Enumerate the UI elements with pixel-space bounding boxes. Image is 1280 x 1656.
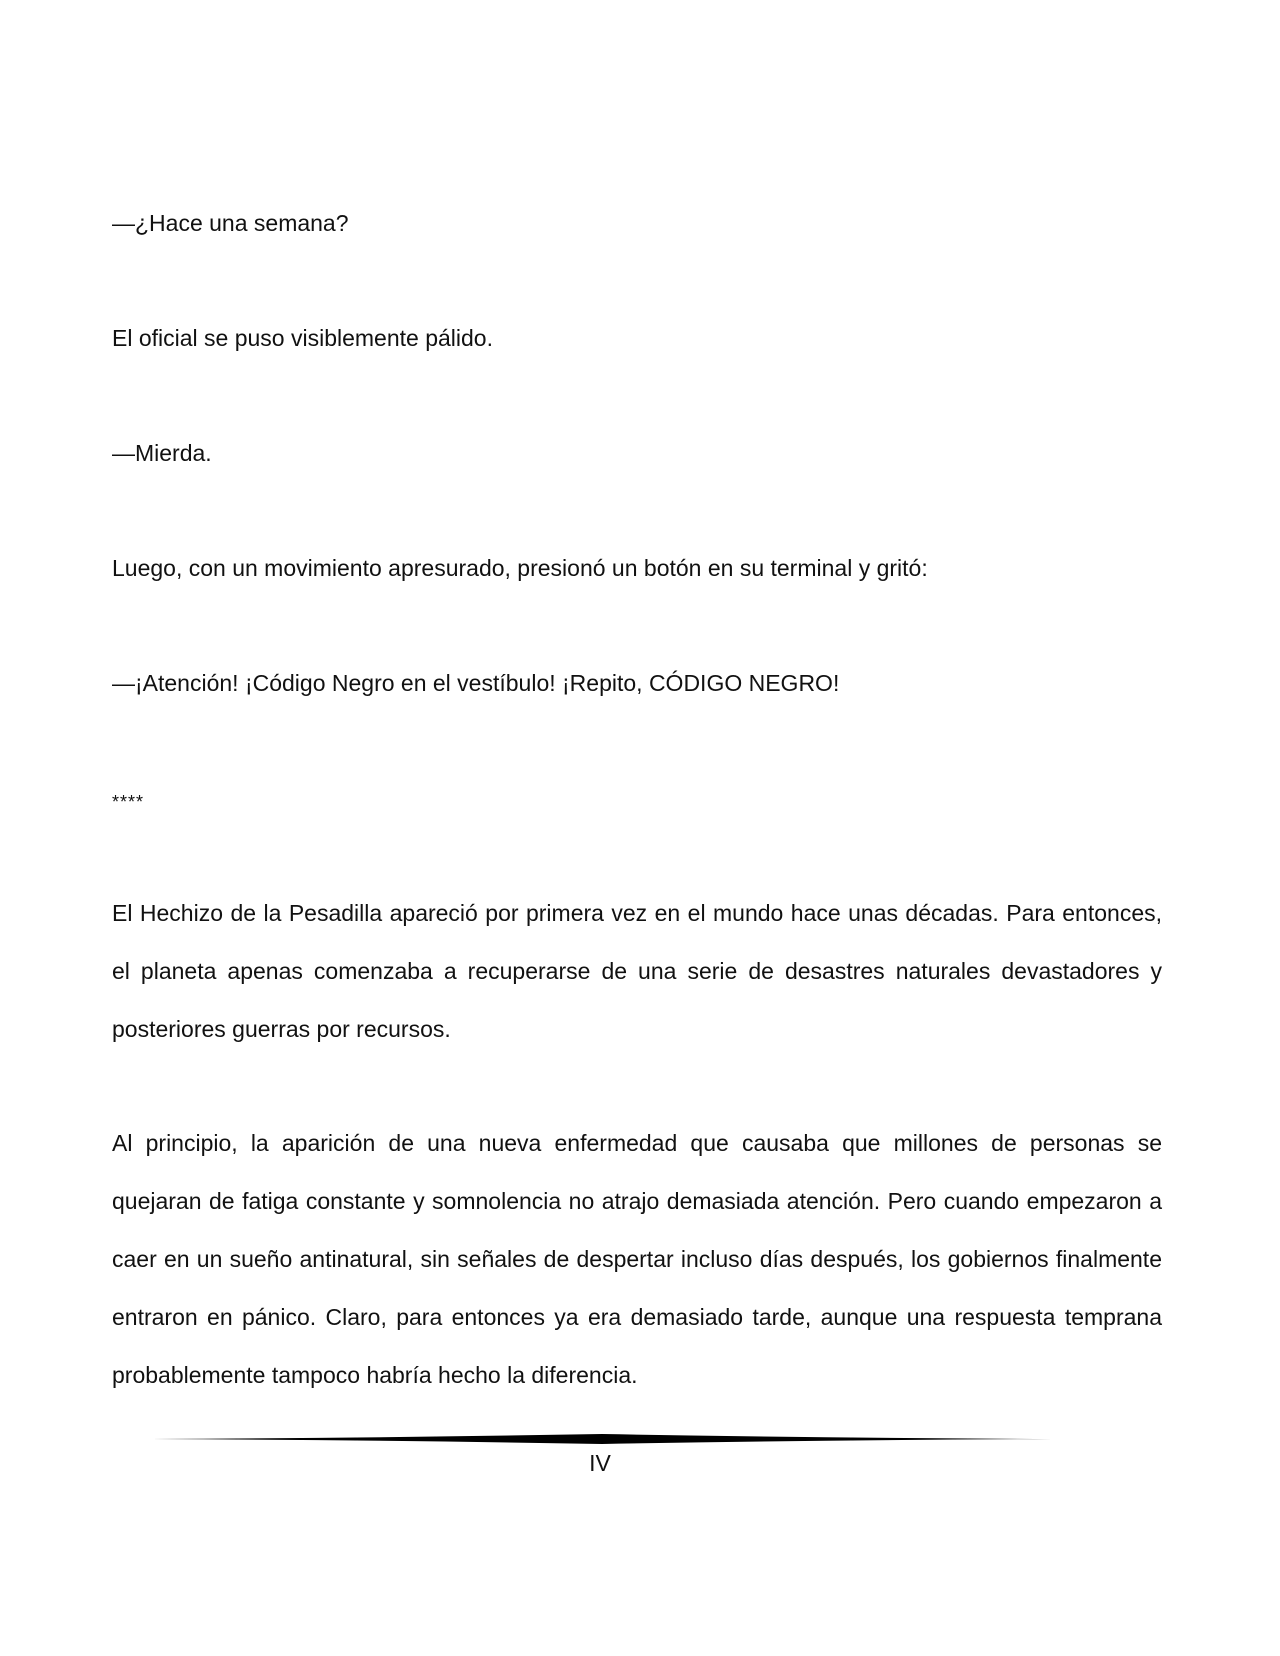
page-number: IV bbox=[589, 1450, 611, 1476]
scene-separator: **** bbox=[112, 792, 145, 812]
dialogue-line: —Mierda. bbox=[112, 440, 212, 466]
paragraph: Al principio, la aparición de una nueva enfermedad que causaba que millones de personas se quejaran de fatiga constante y somnolencia no atrajo demasiada atención. Pero cuando empezaron a caer en un sueño antinatural, sin señales de despertar incluso días después, los gobiernos finalmente entraron en pánico. Claro, para entonces ya era demasiado tarde, aunque una respuesta temprana probablemente tampoco habría hecho la diferencia. bbox=[112, 1130, 1162, 1388]
dialogue-line: —¡Atención! ¡Código Negro en el vestíbulo! ¡Repito, CÓDIGO NEGRO! bbox=[112, 670, 840, 696]
footer-divider bbox=[152, 1433, 1052, 1445]
paragraph: El Hechizo de la Pesadilla apareció por primera vez en el mundo hace unas décadas. Para entonces, el planeta apenas comenzaba a recuperarse de una serie de desastres naturales devastadores y posteriores guerras por recursos. bbox=[112, 900, 1162, 1042]
narration-line: Luego, con un movimiento apresurado, presionó un botón en su terminal y gritó: bbox=[112, 555, 928, 581]
narration-line: El oficial se puso visiblemente pálido. bbox=[112, 325, 493, 351]
dialogue-line: —¿Hace una semana? bbox=[112, 210, 349, 236]
